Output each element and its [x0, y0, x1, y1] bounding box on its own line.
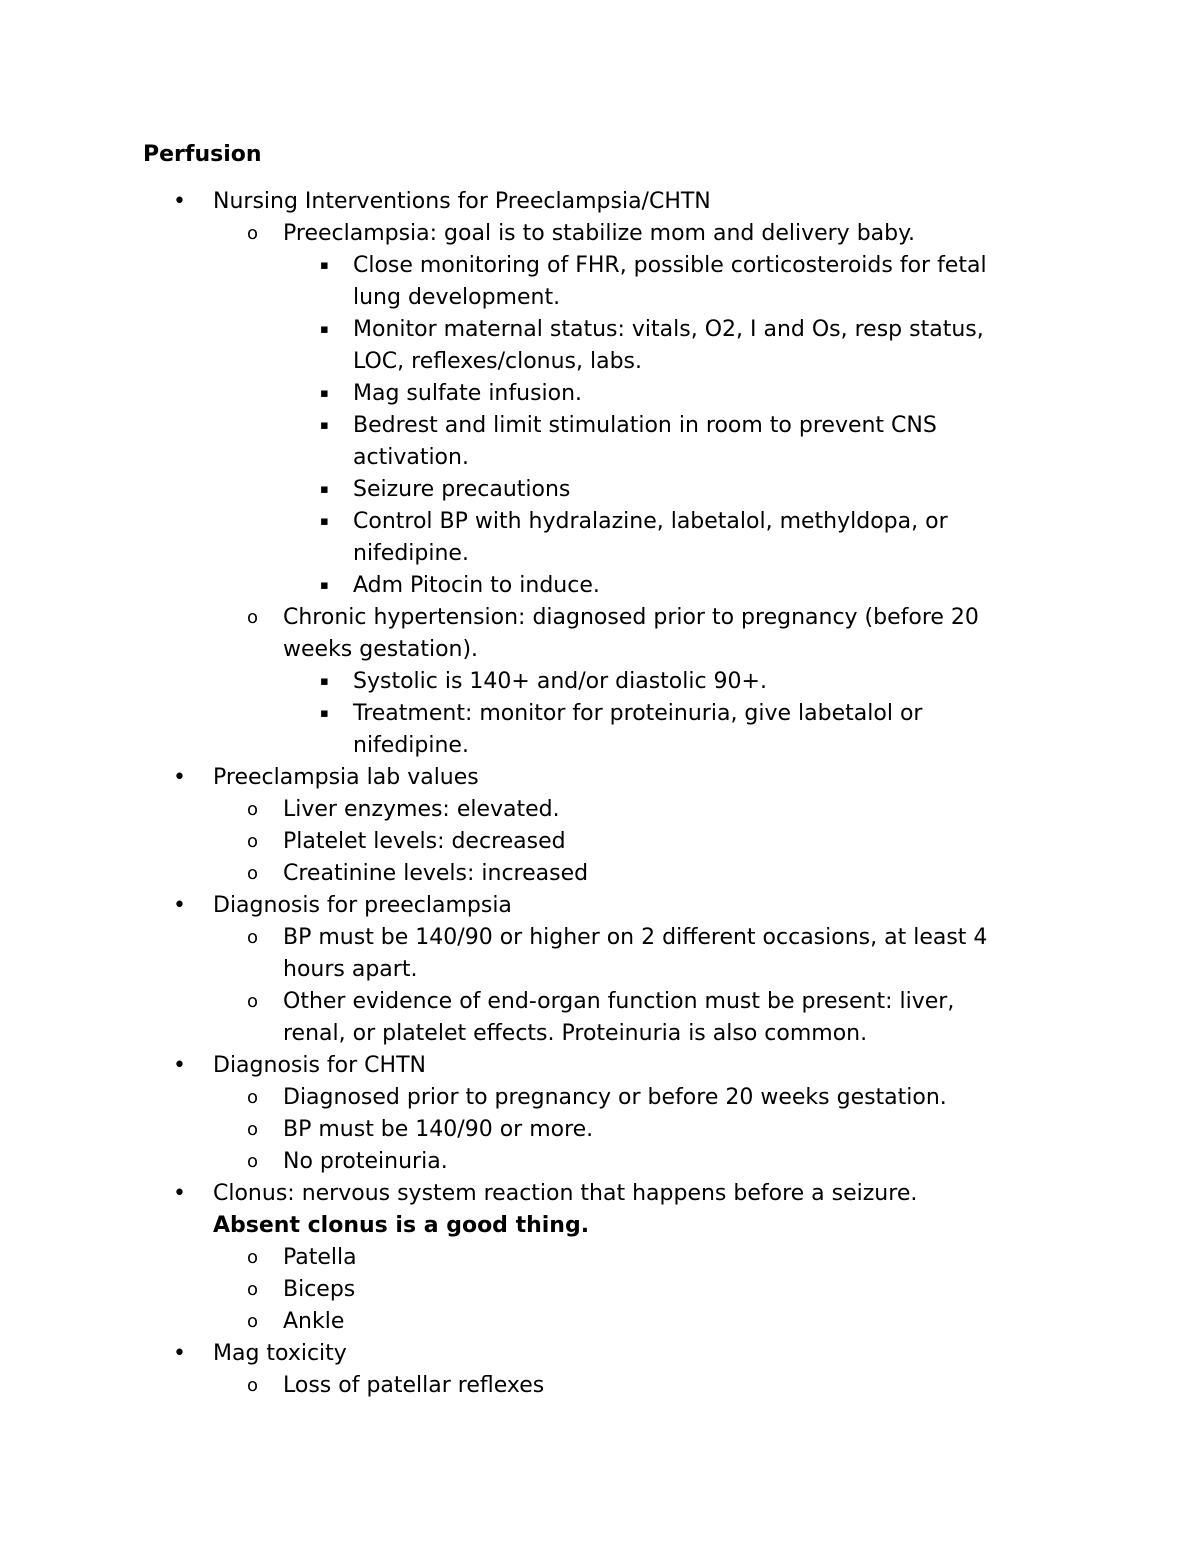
sub-list: [247, 1370, 1073, 1402]
square-marker: ▪: [320, 482, 329, 497]
sub-item-text: Diagnosed prior to pregnancy or before 20 weeks gestation.: [283, 1085, 947, 1110]
bullet-marker: •: [173, 1181, 186, 1206]
sub-item-text-continued: renal, or platelet effects. Proteinuria is also common.: [283, 1021, 868, 1046]
square-marker: ▪: [320, 322, 329, 337]
circle-marker: o: [247, 1087, 259, 1108]
nested-item: [320, 474, 1073, 506]
nested-item: [320, 410, 1073, 474]
nested-item: [320, 250, 1073, 314]
item-text: Diagnosis for CHTN: [213, 1053, 426, 1078]
bullet-marker: •: [173, 1053, 186, 1078]
nested-list: [320, 250, 1073, 602]
item-text: Diagnosis for preeclampsia: [213, 893, 512, 918]
circle-marker: o: [247, 831, 259, 852]
sub-item-text-continued: hours apart.: [283, 957, 418, 982]
circle-marker: o: [247, 927, 259, 948]
sub-item-text: Biceps: [283, 1277, 356, 1302]
sub-item-text: Loss of patellar reflexes: [283, 1373, 545, 1398]
sub-list: [247, 1082, 1073, 1178]
nested-item: [320, 666, 1073, 698]
circle-marker: o: [247, 799, 259, 820]
square-marker: ▪: [320, 674, 329, 689]
nested-item-text: Close monitoring of FHR, possible corticosteroids for fetal: [353, 253, 987, 278]
nested-list: [320, 666, 1073, 762]
nested-item: [320, 314, 1073, 378]
nested-item-text: Monitor maternal status: vitals, O2, I and Os, resp status,: [353, 317, 984, 342]
sub-item-text: No proteinuria.: [283, 1149, 448, 1174]
nested-item-text: Bedrest and limit stimulation in room to prevent CNS: [353, 413, 937, 438]
circle-marker: o: [247, 1375, 259, 1396]
circle-marker: o: [247, 1311, 259, 1332]
sub-item: [247, 794, 1073, 826]
nested-item-text-continued: nifedipine.: [353, 733, 469, 758]
outline-item: [173, 1050, 1073, 1178]
sub-item-text-continued: weeks gestation).: [283, 637, 479, 662]
emphasis-text: Absent clonus is a good thing.: [213, 1213, 590, 1238]
item-text: Mag toxicity: [213, 1341, 347, 1366]
circle-marker: o: [247, 1279, 259, 1300]
sub-item-text: Other evidence of end-organ function must be present: liver,: [283, 989, 955, 1014]
nested-item: [320, 506, 1073, 570]
square-marker: ▪: [320, 258, 329, 273]
outline-list: [173, 186, 1073, 1402]
bullet-marker: •: [173, 893, 186, 918]
circle-marker: o: [247, 863, 259, 884]
nested-item: [320, 378, 1073, 410]
nested-item-text-continued: lung development.: [353, 285, 561, 310]
sub-item: [247, 1114, 1073, 1146]
nested-item-text-continued: LOC, reflexes/clonus, labs.: [353, 349, 643, 374]
circle-marker: o: [247, 1247, 259, 1268]
circle-marker: o: [247, 223, 259, 244]
sub-item: [247, 1146, 1073, 1178]
nested-item-text: Systolic is 140+ and/or diastolic 90+.: [353, 669, 767, 694]
nested-item: [320, 698, 1073, 762]
circle-marker: o: [247, 1119, 259, 1140]
circle-marker: o: [247, 1151, 259, 1172]
bullet-marker: •: [173, 1341, 186, 1366]
circle-marker: o: [247, 991, 259, 1012]
sub-item: [247, 858, 1073, 890]
outline-item: [173, 762, 1073, 890]
outline-item: [173, 1338, 1073, 1402]
nested-item-text: Seizure precautions: [353, 477, 571, 502]
nested-item-text: Mag sulfate infusion.: [353, 381, 583, 406]
square-marker: ▪: [320, 418, 329, 433]
page-title: Perfusion: [143, 142, 262, 167]
item-text: Nursing Interventions for Preeclampsia/CHTN: [213, 189, 711, 214]
sub-item: [247, 826, 1073, 858]
sub-item-text: BP must be 140/90 or more.: [283, 1117, 594, 1142]
square-marker: ▪: [320, 706, 329, 721]
item-text: Clonus: nervous system reaction that happens before a seizure.: [213, 1181, 918, 1206]
sub-item-text: BP must be 140/90 or higher on 2 different occasions, at least 4: [283, 925, 988, 950]
square-marker: ▪: [320, 578, 329, 593]
bullet-marker: •: [173, 765, 186, 790]
sub-item-text: Platelet levels: decreased: [283, 829, 566, 854]
sub-item: [247, 218, 1073, 602]
sub-list: [247, 218, 1073, 762]
circle-marker: o: [247, 607, 259, 628]
sub-item-text: Chronic hypertension: diagnosed prior to pregnancy (before 20: [283, 605, 979, 630]
outline-item: [173, 1178, 1073, 1338]
nested-item-text-continued: activation.: [353, 445, 469, 470]
square-marker: ▪: [320, 514, 329, 529]
sub-item-text: Ankle: [283, 1309, 345, 1334]
sub-item-text: Liver enzymes: elevated.: [283, 797, 560, 822]
sub-item-text: Preeclampsia: goal is to stabilize mom and delivery baby.: [283, 221, 915, 246]
square-marker: ▪: [320, 386, 329, 401]
nested-item-text: Adm Pitocin to induce.: [353, 573, 600, 598]
sub-item: [247, 602, 1073, 762]
sub-list: [247, 922, 1073, 1050]
outline-item: [173, 186, 1073, 762]
sub-item: [247, 1242, 1073, 1274]
sub-item-text: Patella: [283, 1245, 357, 1270]
nested-item-text: Treatment: monitor for proteinuria, give labetalol or: [353, 701, 923, 726]
sub-item: [247, 1274, 1073, 1306]
sub-item: [247, 1370, 1073, 1402]
nested-item-text-continued: nifedipine.: [353, 541, 469, 566]
sub-item: [247, 1082, 1073, 1114]
sub-list: [247, 794, 1073, 890]
nested-item: [320, 570, 1073, 602]
sub-item-text: Creatinine levels: increased: [283, 861, 589, 886]
item-text: Preeclampsia lab values: [213, 765, 479, 790]
bullet-marker: •: [173, 189, 186, 214]
nested-item-text: Control BP with hydralazine, labetalol, methyldopa, or: [353, 509, 948, 534]
sub-list: [247, 1242, 1073, 1338]
outline-item: [173, 890, 1073, 1050]
sub-item: [247, 922, 1073, 986]
sub-item: [247, 986, 1073, 1050]
sub-item: [247, 1306, 1073, 1338]
